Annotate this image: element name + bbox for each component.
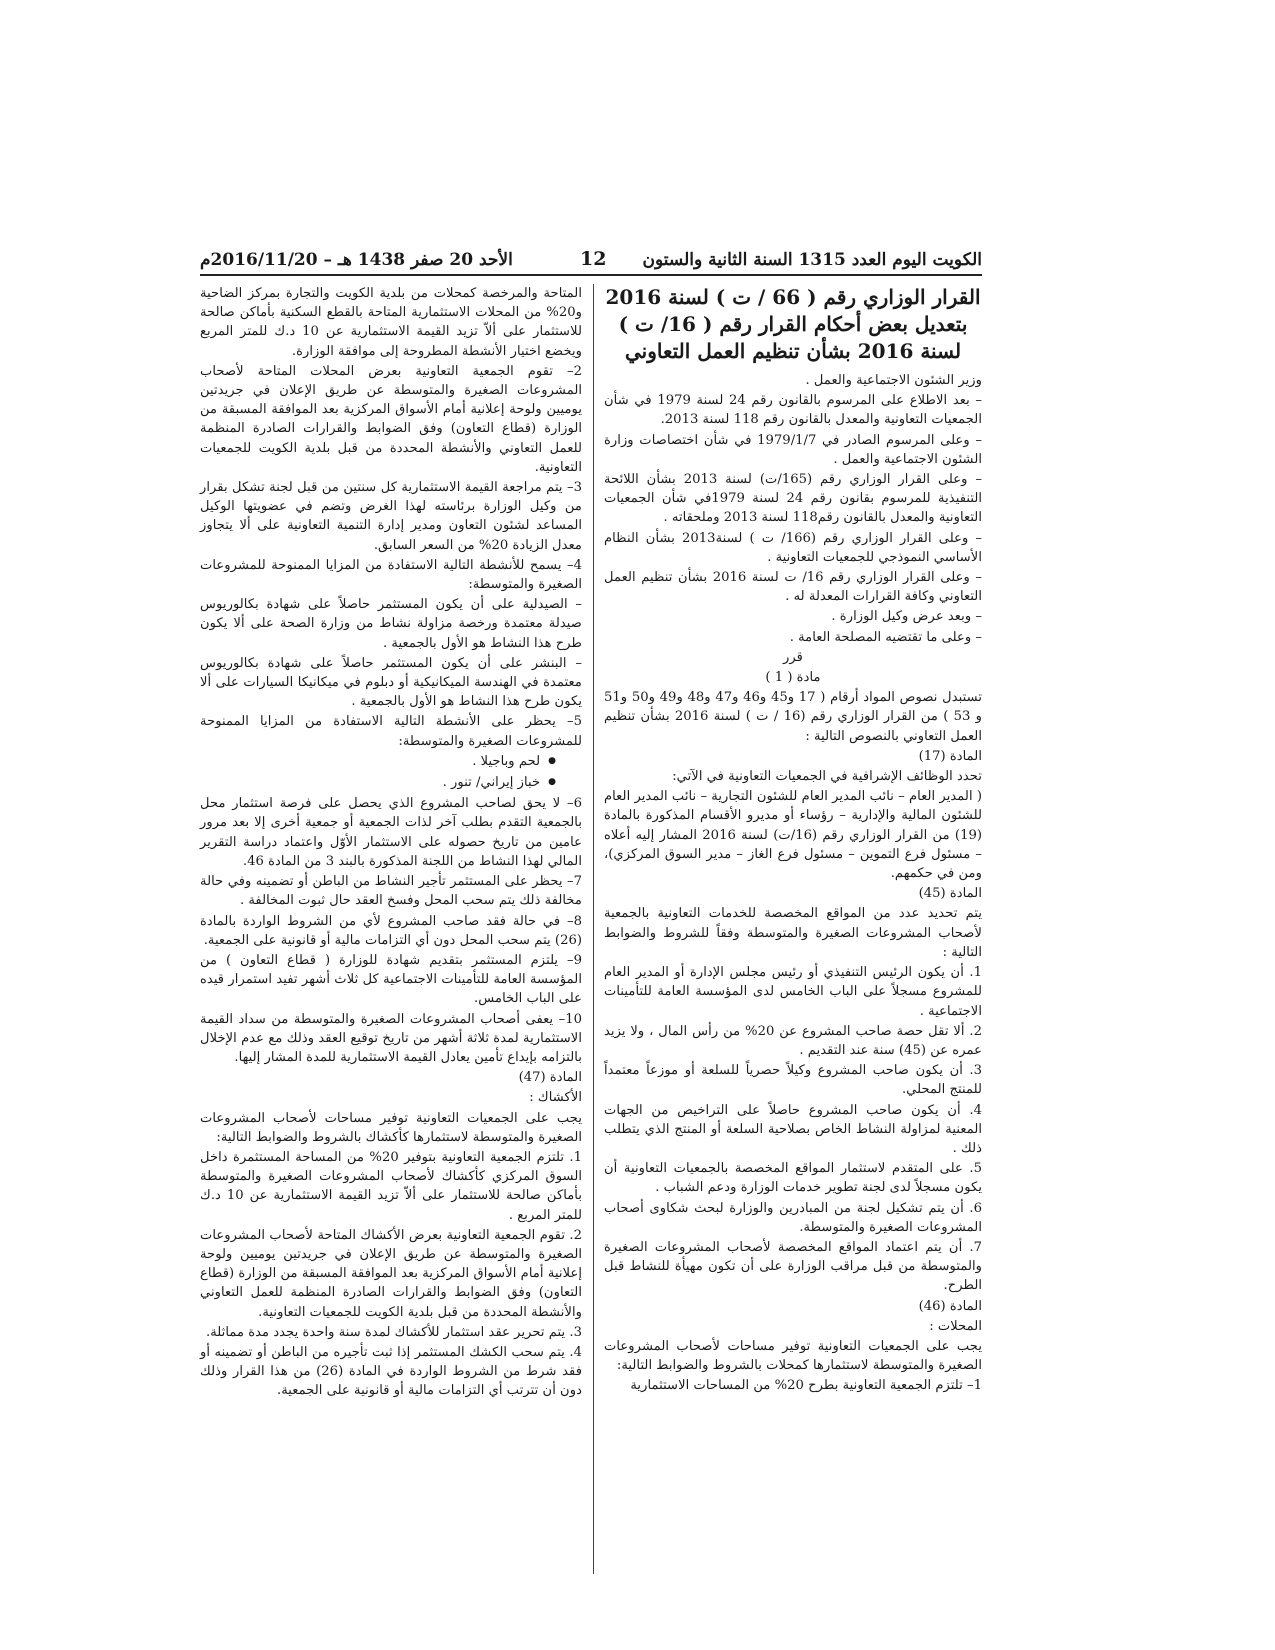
article-item: 6. أن يتم تشكيل لجنة من المبادرين والوزارة لبحث شكاوى أصحاب المشروعات الصغيرة والمتوسطة.	[604, 1200, 982, 1235]
article-heading: مادة ( 1 )	[765, 670, 821, 686]
decree-title	[604, 284, 982, 365]
article-item: 4– يسمح للأنشطة التالية الاستفادة من المزايا الممنوحة للمشروعات الصغيرة والمتوسطة:	[200, 557, 582, 593]
article-text: تستبدل نصوص المواد أرقام ( 17 و45 و46 و47 و48 و49 و50 و51 و 53 ) من القرار الوزاري رقم (16 / ت ) لسنة 2016 بشأن تنظيم العمل التعاوني بالنصوص التالية :	[604, 690, 983, 744]
decree-title-line: لسنة 2016 بشأن تنظيم العمل التعاوني	[624, 339, 962, 363]
article-heading: المادة (17)	[918, 748, 982, 764]
article-item: 3. أن يكون صاحب المشروع وكيلاً حصرياً للسلعة أو موزعاً معتمداً للمنتج المحلي.	[604, 1063, 982, 1098]
consideration: – وعلى المرسوم الصادر في 1979/1/7 في شأن اختصاصات وزارة الشئون الاجتماعية والعمل .	[604, 432, 983, 467]
article-text: تحدد الوظائف الإشرافية في الجمعيات التعاونية في الآتي:	[672, 769, 982, 785]
article-item: – البنشر على أن يكون المستثمر حاصلاً على شهادة بكالوريوس معتمدة في الهندسة الميكانيكية أو دبلوم في ميكانيكا السيارات على ألا يكون طرح هذا النشاط هو الأول بالجمعية .	[200, 655, 582, 710]
consideration: – بعد الاطلاع على المرسوم بالقانون رقم 24 لسنة 1979 في شأن الجمعيات التعاونية والمعدل بالقانون رقم 118 لسنة 2013.	[604, 393, 982, 428]
consideration: – وعلى القرار الوزاري رقم (165/ت) لسنة 2013 بشأن اللائحة التنفيذية للمرسوم بقانون رقم 24 لسنة 1979في شأن الجمعيات التعاونية والمعدل بالقانون رقم118 لسنة 2013 وملحقاته .	[604, 472, 983, 526]
article-item: 2– تقوم الجمعية التعاونية بعرض المحلات المتاحة لأصحاب المشروعات الصغيرة والمتوسطة عن طريق الإعلان في جريدتين يوميين ولوحة إعلانية أمام الأسواق المركزية بعد الموافقة المسبقة من الوزارة (قطاع التعاون) وفق الضوابط والقرارات الصادرة المنظمة للعمل التعاوني والأنشطة المحددة من قبل بلدية الكويت للجمعيات التعاونية.	[200, 363, 582, 475]
left-column	[200, 284, 582, 1402]
decree-title-line: القرار الوزاري رقم ( 66 / ت ) لسنة 2016	[605, 285, 981, 309]
header-date: الأحد 20 صفر 1438 هـ – 2016/11/20م	[200, 250, 513, 270]
consideration: – وعلى القرار الوزاري رقم (166/ ت ) لسنة2013 بشأن النظام الأساسي النموذجي للجمعيات التعاونية .	[604, 530, 982, 565]
header-issue-info: الكويت اليوم العدد 1315 السنة الثانية والستون	[642, 250, 982, 270]
article-text: ( المدير العام – نائب المدير العام للشئون التجارية – نائب المدير العام للشئون المالية والإدارية – رؤساء أو مديرو الأقسام المذكورة بالمادة (19) من القرار الوزاري رقم (16/ت) لسنة 2016 المشار إليه أعلاه – مسئول فرع التموين – مسئول فرع الغاز – مدير السوق المركزي)، ومن في حكمهم.	[604, 789, 982, 882]
consideration: – وبعد عرض وكيل الوزارة .	[831, 609, 982, 625]
article-text: يتم تحديد عدد من المواقع المخصصة للخدمات التعاونية بالجمعية لأصحاب المشروعات الصغيرة والمتوسطة وفقاً للشروط والضوابط التالية :	[604, 906, 982, 960]
article-item: 7– يحظر على المستثمر تأجير النشاط من الباطن أو تضمينه وفي حالة مخالفة ذلك يتم سحب المحل وفسخ العقد حال ثبوت المخالفة .	[200, 874, 582, 909]
article-subheading: الأكشاك :	[529, 1090, 582, 1106]
article-item: 6– لا يحق لصاحب المشروع الذي يحصل على فرصة استثمار محل بالجمعية التقدم بطلب آخر لذات الجمعية أو جمعية أخرى إلا بعد مرور عامين من تاريخ حصوله على الاستثمار الأوّل واعتماد دراسة التقرير المالي لهذا النشاط من اللجنة المذكورة بالبند 3 من المادة 46.	[200, 796, 582, 869]
decree-title-line: بتعديل بعض أحكام القرار رقم ( 16/ ت )	[618, 312, 968, 336]
article-item: 2. ألا تقل حصة صاحب المشروع عن 20% من رأس المال ، ولا يزيد عمره عن (45) سنة عند التقديم .	[604, 1023, 983, 1058]
article-item: 2. تقوم الجمعية التعاونية بعرض الأكشاك المتاحة لأصحاب المشروعات الصغيرة والمتوسطة عن طريق الإعلان في جريدتين يوميين ولوحة إعلانية أمام الأسواق المركزية بعد الموافقة المسبقة من الوزارة (قطاع التعاون) وفق الضوابط والقرارات الصادرة المنظمة للعمل التعاوني والأنشطة المحددة من قبل بلدية الكويت للجمعيات التعاونية.	[200, 1227, 582, 1320]
article-item: – الصيدلية على أن يكون المستثمر حاصلاً على شهادة بكالوريوس صيدلة معتمدة ورخصة مزاولة نشاط من وزارة الصحة على ألا يكون طرح هذا النشاط هو الأول بالجمعية .	[200, 597, 582, 651]
article-item: 3. يتم تحرير عقد استثمار للأكشاك لمدة سنة واحدة يجدد مدة مماثلة.	[206, 1324, 582, 1340]
article-item: 9– يلتزم المستثمر بتقديم شهادة للوزارة ( قطاع التعاون ) من المؤسسة العامة للتأمينات الاجتماعية كل ثلاث أشهر تفيد استمرار قيده على الباب الخامس.	[200, 952, 582, 1007]
article-item: 7. أن يتم اعتماد المواقع المخصصة لأصحاب المشروعات الصغيرة والمتوسطة من قبل مراقب الوزارة على أن تكون مهيأة للنشاط قبل الطرح.	[604, 1239, 982, 1294]
column-divider	[593, 284, 594, 1574]
article-item: 1– تلتزم الجمعية التعاونية بطرح 20% من المساحات الاستثمارية	[630, 1378, 982, 1394]
consideration: – وعلى القرار الوزاري رقم 16/ ت لسنة 2016 بشأن تنظيم العمل التعاوني وكافة القرارات المعدلة له .	[604, 570, 982, 605]
article-item: 8– في حالة فقد صاحب المشروع لأي من الشروط الواردة بالمادة (26) يتم سحب المحل دون أي التزامات مالية أو قانونية على الجمعية.	[200, 913, 582, 948]
consideration: – وعلى ما تقتضيه المصلحة العامة .	[789, 629, 982, 645]
article-item: 10– يعفى أصحاب المشروعات الصغيرة والمتوسطة من سداد القيمة الاستثمارية لمدة ثلاثة أشهر من تاريخ توقيع العقد وذلك مع عدم الإخلال بالتزامه بإيداع تأمين يعادل القيمة الاستثمارية للمدة المشار إليها.	[200, 1011, 582, 1065]
article-item: 4. يتم سحب الكشك المستثمر إذا ثبت تأجيره من الباطن أو تضمينه أو فقد شرط من الشروط الواردة في المادة (26) من هذا القرار وذلك دون أن تترتب أي التزامات مالية أو قانونية على الجمعية.	[200, 1344, 583, 1399]
article-item: 5. على المتقدم لاستثمار المواقع المخصصة بالجمعيات التعاونية أن يكون مسجلاً لدى لجنة تطوير خدمات الوزارة ودعم الشباب .	[604, 1161, 982, 1196]
page-header	[200, 248, 982, 276]
article-item: 1. تلتزم الجمعية التعاونية بتوفير 20% من المساحة المستثمرة داخل السوق المركزي كأكشاك لأصحاب المشروعات الصغيرة والمتوسطة بأماكن صالحة للاستثمار على ألاّ تزيد القيمة الاستثمارية عن 10 د.ك للمتر المربع .	[200, 1149, 582, 1223]
article-item: 4. أن يكون صاحب المشروع حاصلاً على التراخيص من الجهات المعنية لمزاولة النشاط الخاص بصلاحية السلعة أو المنتج الذي يتطلب ذلك .	[604, 1102, 982, 1156]
article-subheading: المحلات :	[929, 1318, 982, 1334]
right-column	[604, 284, 982, 1397]
minister-line: وزير الشئون الاجتماعية والعمل .	[805, 373, 982, 388]
list-item: ● لحم وباجيلا .	[200, 752, 556, 773]
article-item: 1. أن يكون الرئيس التنفيذي أو رئيس مجلس الإدارة أو المدير العام للمشروع مسجلاً على الباب الخامس لدى المؤسسة العامة للتأمينات الاجتماعية .	[604, 965, 982, 1019]
article-text: المتاحة والمرخصة كمحلات من بلدية الكويت والتجارة بمركز الضاحية و20% من المحلات الاستثمارية المتاحة بالقطع السكنية بأماكن صالحة للاستثمار على ألاّ تزيد القيمة الاستثمارية عن 10 د.ك للمتر المربع ويخضع اختيار الأنشطة المطروحة إلى موافقة الوزارة.	[200, 286, 582, 359]
prohibited-activities-list	[200, 752, 582, 794]
article-heading: المادة (45)	[918, 886, 982, 902]
decided-heading: قرر	[783, 649, 803, 665]
article-item: 3– يتم مراجعة القيمة الاستثمارية كل سنتين من قبل لجنة تشكل بقرار من وكيل الوزارة برئاسته لهذا الغرض وتضم في عضويتها الوكيل المساعد لشئون التعاون ومدير إدارة التنمية التعاونية على ألا يتجاوز معدل الزيادة 20% من السعر السابق.	[200, 480, 582, 553]
list-item: ● خباز إيراني/ تنور .	[200, 773, 556, 794]
article-item: 5– يحظر على الأنشطة التالية الاستفادة من المزايا الممنوحة للمشروعات الصغيرة والمتوسطة:	[200, 714, 582, 749]
article-heading: المادة (46)	[918, 1298, 982, 1314]
article-text: يجب على الجمعيات التعاونية توفير مساحات لأصحاب المشروعات الصغيرة والمتوسطة لاستثمارها كمحلات بالشروط والضوابط التالية:	[604, 1338, 982, 1374]
page-number: 12	[580, 248, 607, 270]
article-text: يجب على الجمعيات التعاونية توفير مساحات لأصحاب المشروعات الصغيرة والمتوسطة لاستثمارها كأكشاك بالشروط والضوابط التالية:	[200, 1110, 582, 1145]
article-heading: المادة (47)	[518, 1070, 582, 1086]
